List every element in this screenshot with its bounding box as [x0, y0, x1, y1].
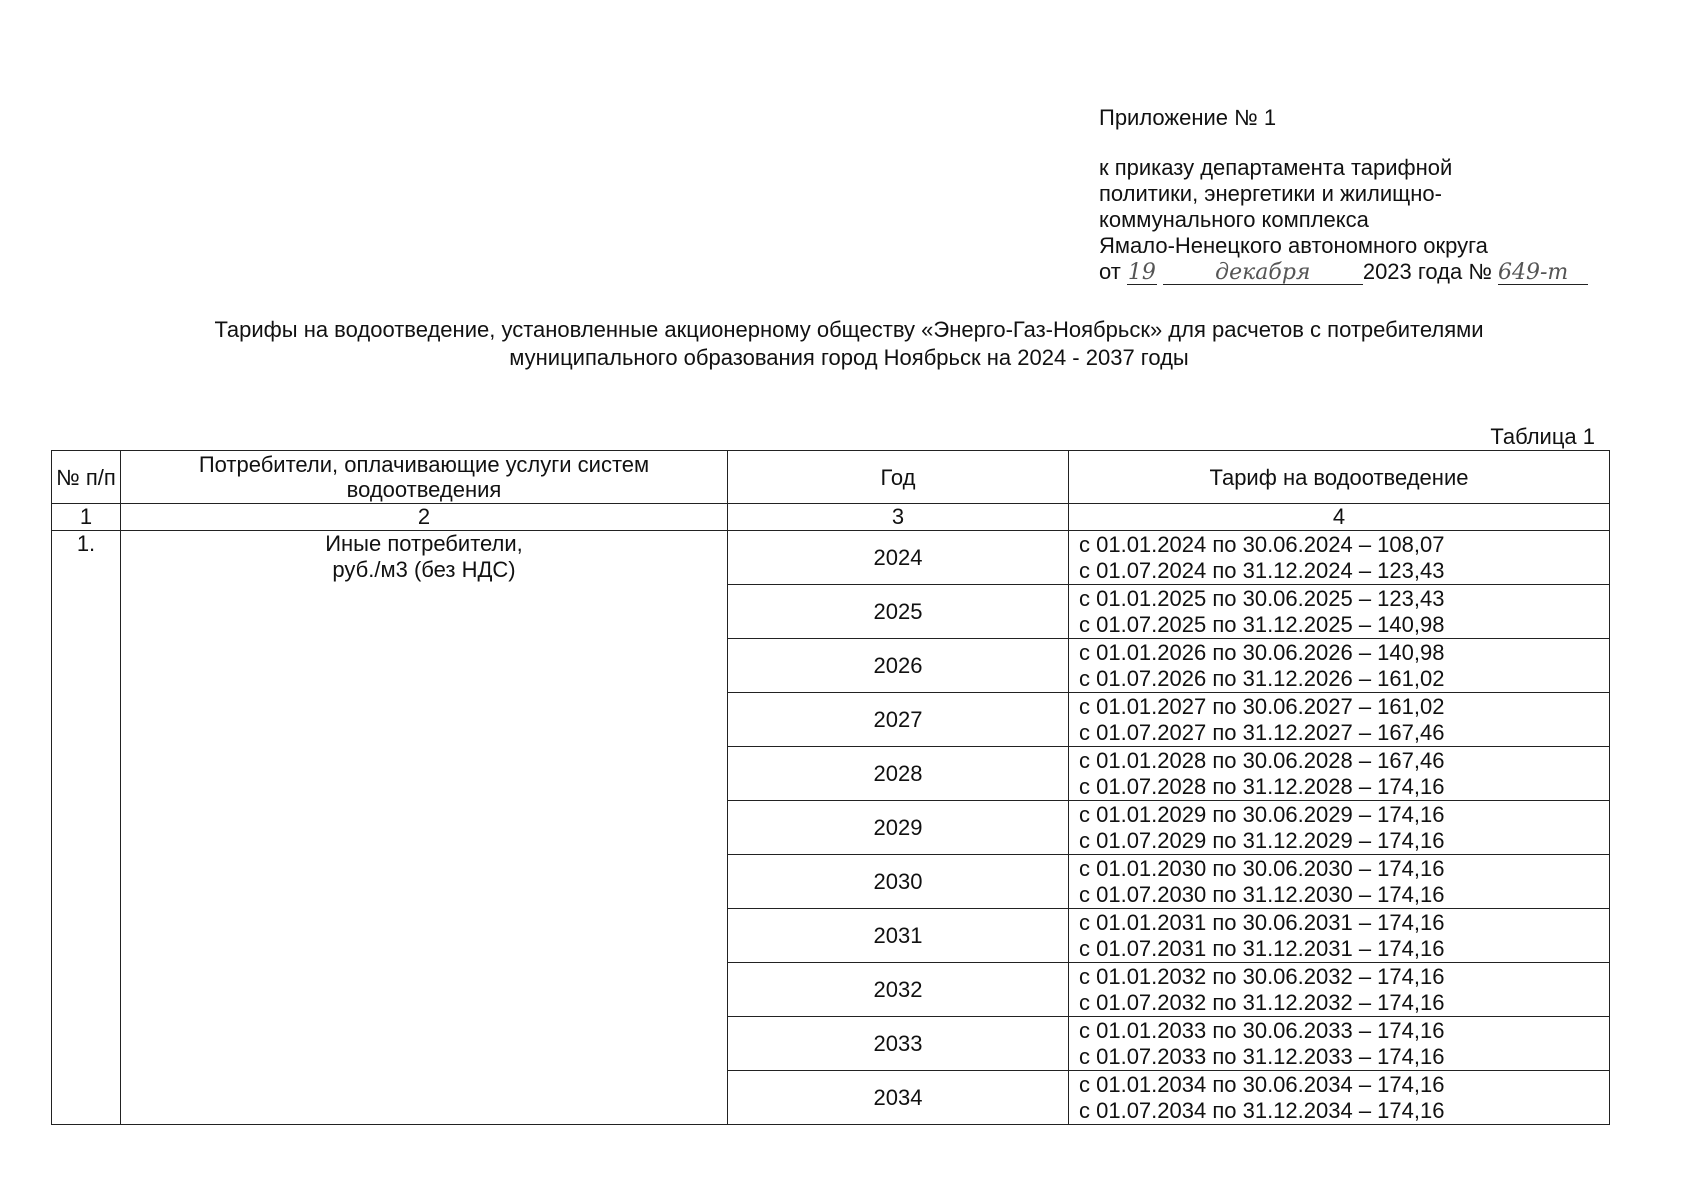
appendix-line: политики, энергетики и жилищно-: [1099, 181, 1442, 206]
tariff-cell: [1069, 693, 1610, 747]
row-number: 1.: [52, 531, 121, 1125]
tariff-first-half: с 01.01.2028 по 30.06.2028 – 167,46: [1079, 747, 1445, 773]
appendix-line: Ямало-Ненецкого автономного округа: [1099, 233, 1488, 258]
year-cell: 2033: [728, 1017, 1069, 1071]
table-label: Таблица 1: [1490, 424, 1595, 449]
tariff-second-half: с 01.07.2025 по 31.12.2025 – 140,98: [1079, 611, 1445, 637]
tariff-first-half: с 01.01.2031 по 30.06.2031 – 174,16: [1079, 909, 1445, 935]
document-title-line: Тарифы на водоотведение, установленные акционерному обществу «Энерго-Газ-Ноябрьск» для расчетов с потребителями: [214, 317, 1484, 342]
handwritten-day: 19: [1127, 260, 1156, 285]
tariff-table: [51, 450, 1610, 1125]
appendix-line: коммунального комплекса: [1099, 207, 1369, 232]
header-row: [52, 451, 1610, 504]
year-cell: 2028: [728, 747, 1069, 801]
table-row: [52, 531, 1610, 585]
tariff-second-half: с 01.07.2026 по 31.12.2026 – 161,02: [1079, 665, 1445, 691]
order-date-line: [1099, 259, 1659, 285]
tariff-first-half: с 01.01.2026 по 30.06.2026 – 140,98: [1079, 639, 1445, 665]
appendix-block: [1099, 105, 1659, 285]
handwritten-month: декабря: [1163, 262, 1363, 285]
header-tariff: Тариф на водоотведение: [1069, 451, 1610, 504]
column-number: 3: [728, 504, 1069, 531]
tariff-second-half: с 01.07.2032 по 31.12.2032 – 174,16: [1079, 989, 1445, 1015]
appendix-title: Приложение № 1: [1099, 105, 1277, 130]
tariff-first-half: с 01.01.2024 по 30.06.2024 – 108,07: [1079, 531, 1445, 557]
tariff-cell: [1069, 963, 1610, 1017]
year-cell: 2025: [728, 585, 1069, 639]
tariff-cell: [1069, 531, 1610, 585]
tariff-first-half: с 01.01.2025 по 30.06.2025 – 123,43: [1079, 585, 1445, 611]
year-cell: 2026: [728, 639, 1069, 693]
consumer-unit: руб./м3 (без НДС): [332, 557, 516, 582]
tariff-first-half: с 01.01.2032 по 30.06.2032 – 174,16: [1079, 963, 1445, 989]
document-title: [0, 316, 1698, 372]
tariff-cell: [1069, 801, 1610, 855]
header-consumers: Потребители, оплачивающие услуги систем водоотведения: [121, 451, 728, 504]
column-number: 4: [1069, 504, 1610, 531]
column-number-row: [52, 504, 1610, 531]
date-year-text: 2023 года №: [1362, 259, 1492, 284]
year-cell: 2029: [728, 801, 1069, 855]
tariff-second-half: с 01.07.2029 по 31.12.2029 – 174,16: [1079, 827, 1445, 853]
tariff-cell: [1069, 585, 1610, 639]
tariff-second-half: с 01.07.2024 по 31.12.2024 – 123,43: [1079, 557, 1445, 583]
consumer-label: Иные потребители,: [325, 531, 523, 556]
column-number: 2: [121, 504, 728, 531]
year-cell: 2032: [728, 963, 1069, 1017]
appendix-line: к приказу департамента тарифной: [1099, 155, 1453, 180]
year-cell: 2024: [728, 531, 1069, 585]
year-cell: 2030: [728, 855, 1069, 909]
tariff-cell: [1069, 639, 1610, 693]
year-cell: 2034: [728, 1071, 1069, 1125]
tariff-cell: [1069, 747, 1610, 801]
tariff-cell: [1069, 1017, 1610, 1071]
tariff-first-half: с 01.01.2034 по 30.06.2034 – 174,16: [1079, 1071, 1445, 1097]
tariff-second-half: с 01.07.2028 по 31.12.2028 – 174,16: [1079, 773, 1445, 799]
tariff-first-half: с 01.01.2033 по 30.06.2033 – 174,16: [1079, 1017, 1445, 1043]
tariff-first-half: с 01.01.2027 по 30.06.2027 – 161,02: [1079, 693, 1445, 719]
header-year: Год: [728, 451, 1069, 504]
tariff-first-half: с 01.01.2029 по 30.06.2029 – 174,16: [1079, 801, 1445, 827]
tariff-cell: [1069, 909, 1610, 963]
tariff-second-half: с 01.07.2033 по 31.12.2033 – 174,16: [1079, 1043, 1445, 1069]
tariff-second-half: с 01.07.2030 по 31.12.2030 – 174,16: [1079, 881, 1445, 907]
tariff-second-half: с 01.07.2031 по 31.12.2031 – 174,16: [1079, 935, 1445, 961]
consumer-cell: [121, 531, 728, 1125]
tariff-first-half: с 01.01.2030 по 30.06.2030 – 174,16: [1079, 855, 1445, 881]
column-number: 1: [52, 504, 121, 531]
year-cell: 2027: [728, 693, 1069, 747]
handwritten-order-number: 649-т: [1498, 262, 1588, 285]
tariff-second-half: с 01.07.2027 по 31.12.2027 – 167,46: [1079, 719, 1445, 745]
tariff-cell: [1069, 855, 1610, 909]
tariff-second-half: с 01.07.2034 по 31.12.2034 – 174,16: [1079, 1097, 1445, 1123]
year-cell: 2031: [728, 909, 1069, 963]
header-num: № п/п: [52, 451, 121, 504]
date-prefix: от: [1099, 259, 1121, 284]
tariff-cell: [1069, 1071, 1610, 1125]
document-title-line: муниципального образования город Ноябрьск на 2024 - 2037 годы: [509, 345, 1189, 370]
